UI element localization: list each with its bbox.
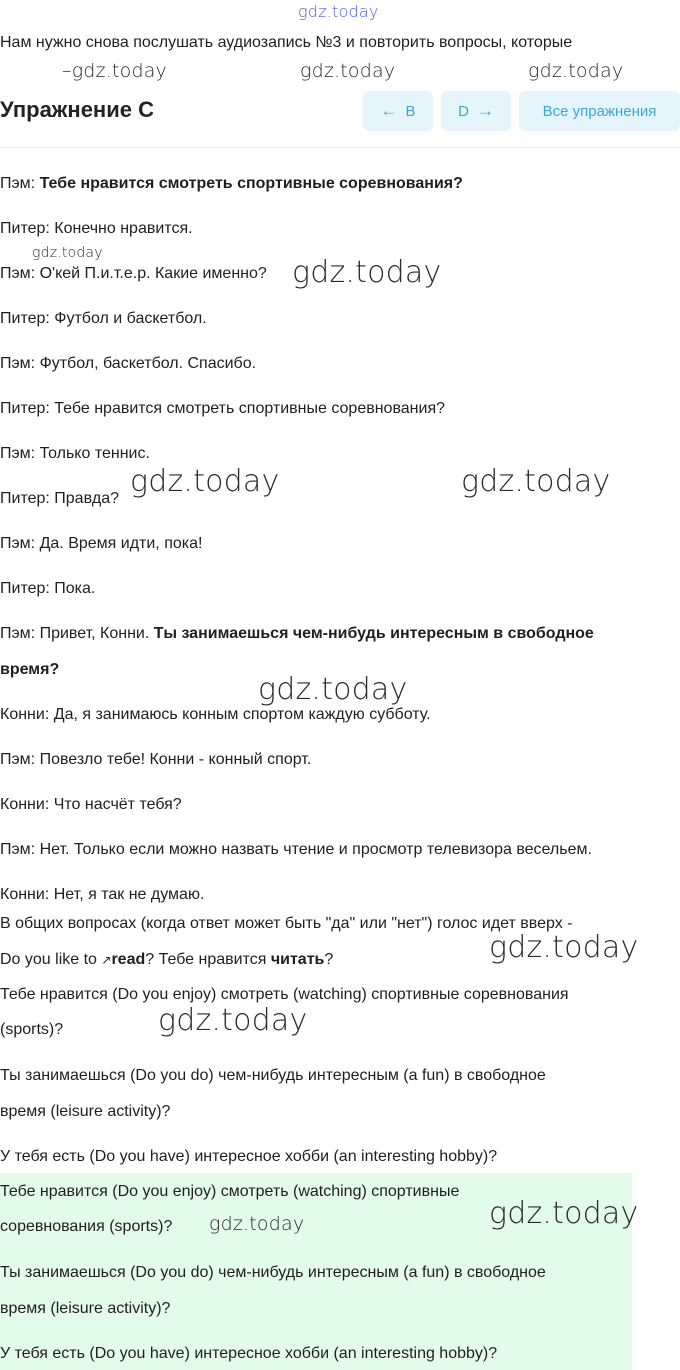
question-line-wrap: (sports)? <box>0 1021 64 1038</box>
next-exercise-button[interactable] <box>441 91 511 131</box>
watermark: gdz.today <box>300 60 396 82</box>
dialogue-line: Питер: Футбол и баскетбол. <box>0 310 207 327</box>
arrow-up-right-icon: ↗ <box>101 953 112 967</box>
dialogue-line: Пэм: Футбол, баскетбол. Спасибо. <box>0 355 257 372</box>
prev-exercise-label: B <box>405 102 416 120</box>
answer-line: Тебе нравится (Do you enjoy) смотреть (watching) спортивные <box>0 1183 460 1200</box>
watermark: gdz.today <box>258 672 408 707</box>
all-exercises-button[interactable] <box>519 91 680 131</box>
watermark: gdz.today <box>158 1003 308 1038</box>
dialogue-line: Питер: Конечно нравится. <box>0 220 193 237</box>
question-line: Ты занимаешься (Do you do) чем-нибудь интересным (a fun) в свободное <box>0 1067 546 1084</box>
dialogue-line: Пэм: Нет. Только если можно назвать чтение и просмотр телевизора весельем. <box>0 841 592 858</box>
answer-line: У тебя есть (Do you have) интересное хобби (an interesting hobby)? <box>0 1345 498 1362</box>
watermark: –gdz.today <box>62 60 167 82</box>
intro-text: Нам нужно снова послушать аудиозапись №3 и повторить вопросы, которые <box>0 34 573 51</box>
intonation-rule: В общих вопросах (когда ответ может быть "да" или "нет") голос идет вверх - <box>0 915 573 932</box>
arrow-left-icon: ← <box>380 101 398 120</box>
answer-line-wrap: время (leisure activity)? <box>0 1300 171 1317</box>
watermark: gdz.today <box>489 930 639 965</box>
dialogue-line: Пэм: Только теннис. <box>0 445 150 462</box>
intonation-example: Do you like to ↗read? Тебе нравится читать? <box>0 951 334 968</box>
dialogue-line: Конни: Что насчёт тебя? <box>0 796 182 813</box>
dialogue-line: Пэм: Привет, Конни. Ты занимаешься чем-нибудь интересным в свободное <box>0 625 594 642</box>
dialogue-line: Конни: Нет, я так не думаю. <box>0 886 205 903</box>
dialogue-line: Питер: Пока. <box>0 580 96 597</box>
prev-exercise-button[interactable] <box>363 91 433 131</box>
watermark: gdz.today <box>209 1213 305 1235</box>
watermark: gdz.today <box>292 255 442 290</box>
dialogue-line: Пэм: О'кей П.и.т.е.р. Какие именно? <box>0 265 267 282</box>
watermark: gdz.today <box>298 2 379 21</box>
question-line: Тебе нравится (Do you enjoy) смотреть (watching) спортивные соревнования <box>0 986 569 1003</box>
question-line: У тебя есть (Do you have) интересное хобби (an interesting hobby)? <box>0 1148 498 1165</box>
dialogue-line: Питер: Тебе нравится смотреть спортивные соревнования? <box>0 400 445 417</box>
dialogue-line: Пэм: Да. Время идти, пока! <box>0 535 203 552</box>
answer-line-wrap: соревнования (sports)? <box>0 1218 173 1235</box>
all-exercises-label: Все упражнения <box>542 102 657 120</box>
watermark: gdz.today <box>489 1196 639 1231</box>
dialogue-line: Пэм: Повезло тебе! Конни - конный спорт. <box>0 751 312 768</box>
header-divider <box>0 147 680 148</box>
watermark: gdz.today <box>528 60 624 82</box>
watermark: gdz.today <box>130 464 280 499</box>
watermark: gdz.today <box>32 245 103 261</box>
exercise-title: Упражнение C <box>0 97 154 122</box>
arrow-right-icon: → <box>476 101 494 120</box>
watermark: gdz.today <box>461 464 611 499</box>
question-line-wrap: время (leisure activity)? <box>0 1103 171 1120</box>
dialogue-line: Конни: Да, я занимаюсь конным спортом каждую субботу. <box>0 706 431 723</box>
dialogue-line: Питер: Правда? <box>0 490 120 507</box>
answer-line: Ты занимаешься (Do you do) чем-нибудь интересным (a fun) в свободное <box>0 1264 546 1281</box>
next-exercise-label: D <box>458 102 469 120</box>
dialogue-line: Пэм: Тебе нравится смотреть спортивные соревнования? <box>0 175 463 192</box>
dialogue-line-wrap: время? <box>0 661 60 678</box>
